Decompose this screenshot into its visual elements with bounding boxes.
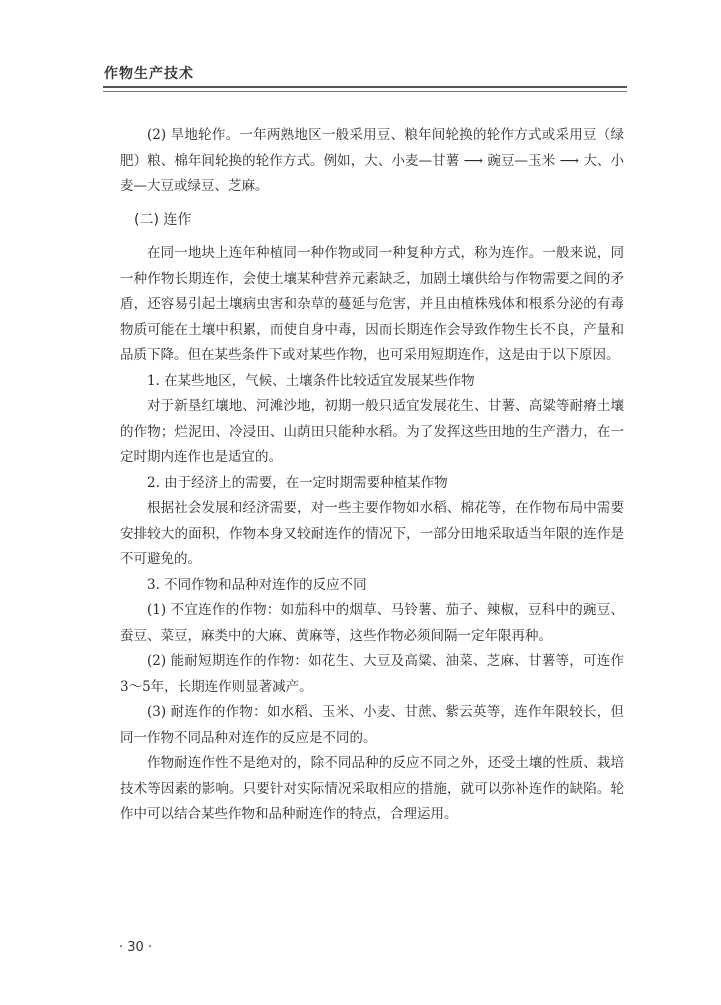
section-heading-continuous-cropping: (二) 连作	[134, 211, 192, 228]
subheading-reason-2: 2. 由于经济上的需要，在一定时期需要种植某作物	[147, 474, 448, 491]
paragraph-dryland-rotation: (2) 旱地轮作。一年两熟地区一般采用豆、粮年间轮换的轮作方式或采用豆（绿肥）粮、棉年间轮换的轮作方式。例如，大、小麦—甘薯 ⟶ 豌豆—玉米 ⟶ 大、小麦—大豆或绿豆、芝麻。	[120, 127, 624, 194]
subheading-reason-1: 1. 在某些地区，气候、土壤条件比较适宜发展某些作物	[147, 372, 475, 389]
page-number: · 30 ·	[119, 940, 153, 955]
paragraph-not-suitable: (1) 不宜连作的作物：如茄科中的烟草、马铃薯、茄子、辣椒，豆科中的豌豆、蚕豆、菜豆，麻类中的大麻、黄麻等，这些作物必须间隔一定年限再种。	[120, 602, 624, 644]
paragraph-reason-2: 根据社会发展和经济需要，对一些主要作物如水稻、棉花等，在作物布局中需要安排较大的面积，作物本身又较耐连作的情况下，一部分田地采取适当年限的连作是不可避免的。	[120, 500, 624, 567]
header-rule-thick	[103, 86, 627, 88]
paragraph-short-term: (2) 能耐短期连作的作物：如花生、大豆及高粱、油菜、芝麻、甘薯等，可连作3～5年，长期连作则显著减产。	[120, 653, 624, 695]
paragraph-conclusion: 作物耐连作性不是绝对的，除不同品种的反应不同之外，还受土壤的性质、栽培技术等因素的影响。只要针对实际情况采取相应的措施，就可以弥补连作的缺陷。轮作中可以结合某些作物和品种耐连作的特点，合理运用。	[120, 755, 624, 822]
paragraph-reason-1: 对于新垦红壤地、河滩沙地，初期一般只适宜发展花生、甘薯、高粱等耐瘠土壤的作物；烂泥田、冷浸田、山荫田只能种水稻。为了发挥这些田地的生产潜力，在一定时期内连作也是适宜的。	[120, 398, 624, 465]
paragraph-continuous-cropping-definition: 在同一地块上连年种植同一种作物或同一种复种方式，称为连作。一般来说，同一种作物长期连作，会使土壤某种营养元素缺乏，加剧土壤供给与作物需要之间的矛盾，还容易引起土壤病虫害和杂草的蔓延与危害，并且由植株残体和根系分泌的有毒物质可能在土壤中积累，而使自身中毒，因而长期连作会导致作物生长不良，产量和品质下降。但在某些条件下或对某些作物，也可采用短期连作，这是由于以下原因。	[120, 245, 624, 363]
page-body	[120, 123, 624, 828]
running-header-title: 作物生产技术	[104, 66, 194, 82]
subheading-reason-3: 3. 不同作物和品种对连作的反应不同	[147, 576, 367, 593]
paragraph-tolerant: (3) 耐连作的作物：如水稻、玉米、小麦、甘蔗、紫云英等，连作年限较长，但同一作物不同品种对连作的反应是不同的。	[120, 704, 624, 746]
header-rule-thin	[103, 91, 627, 92]
